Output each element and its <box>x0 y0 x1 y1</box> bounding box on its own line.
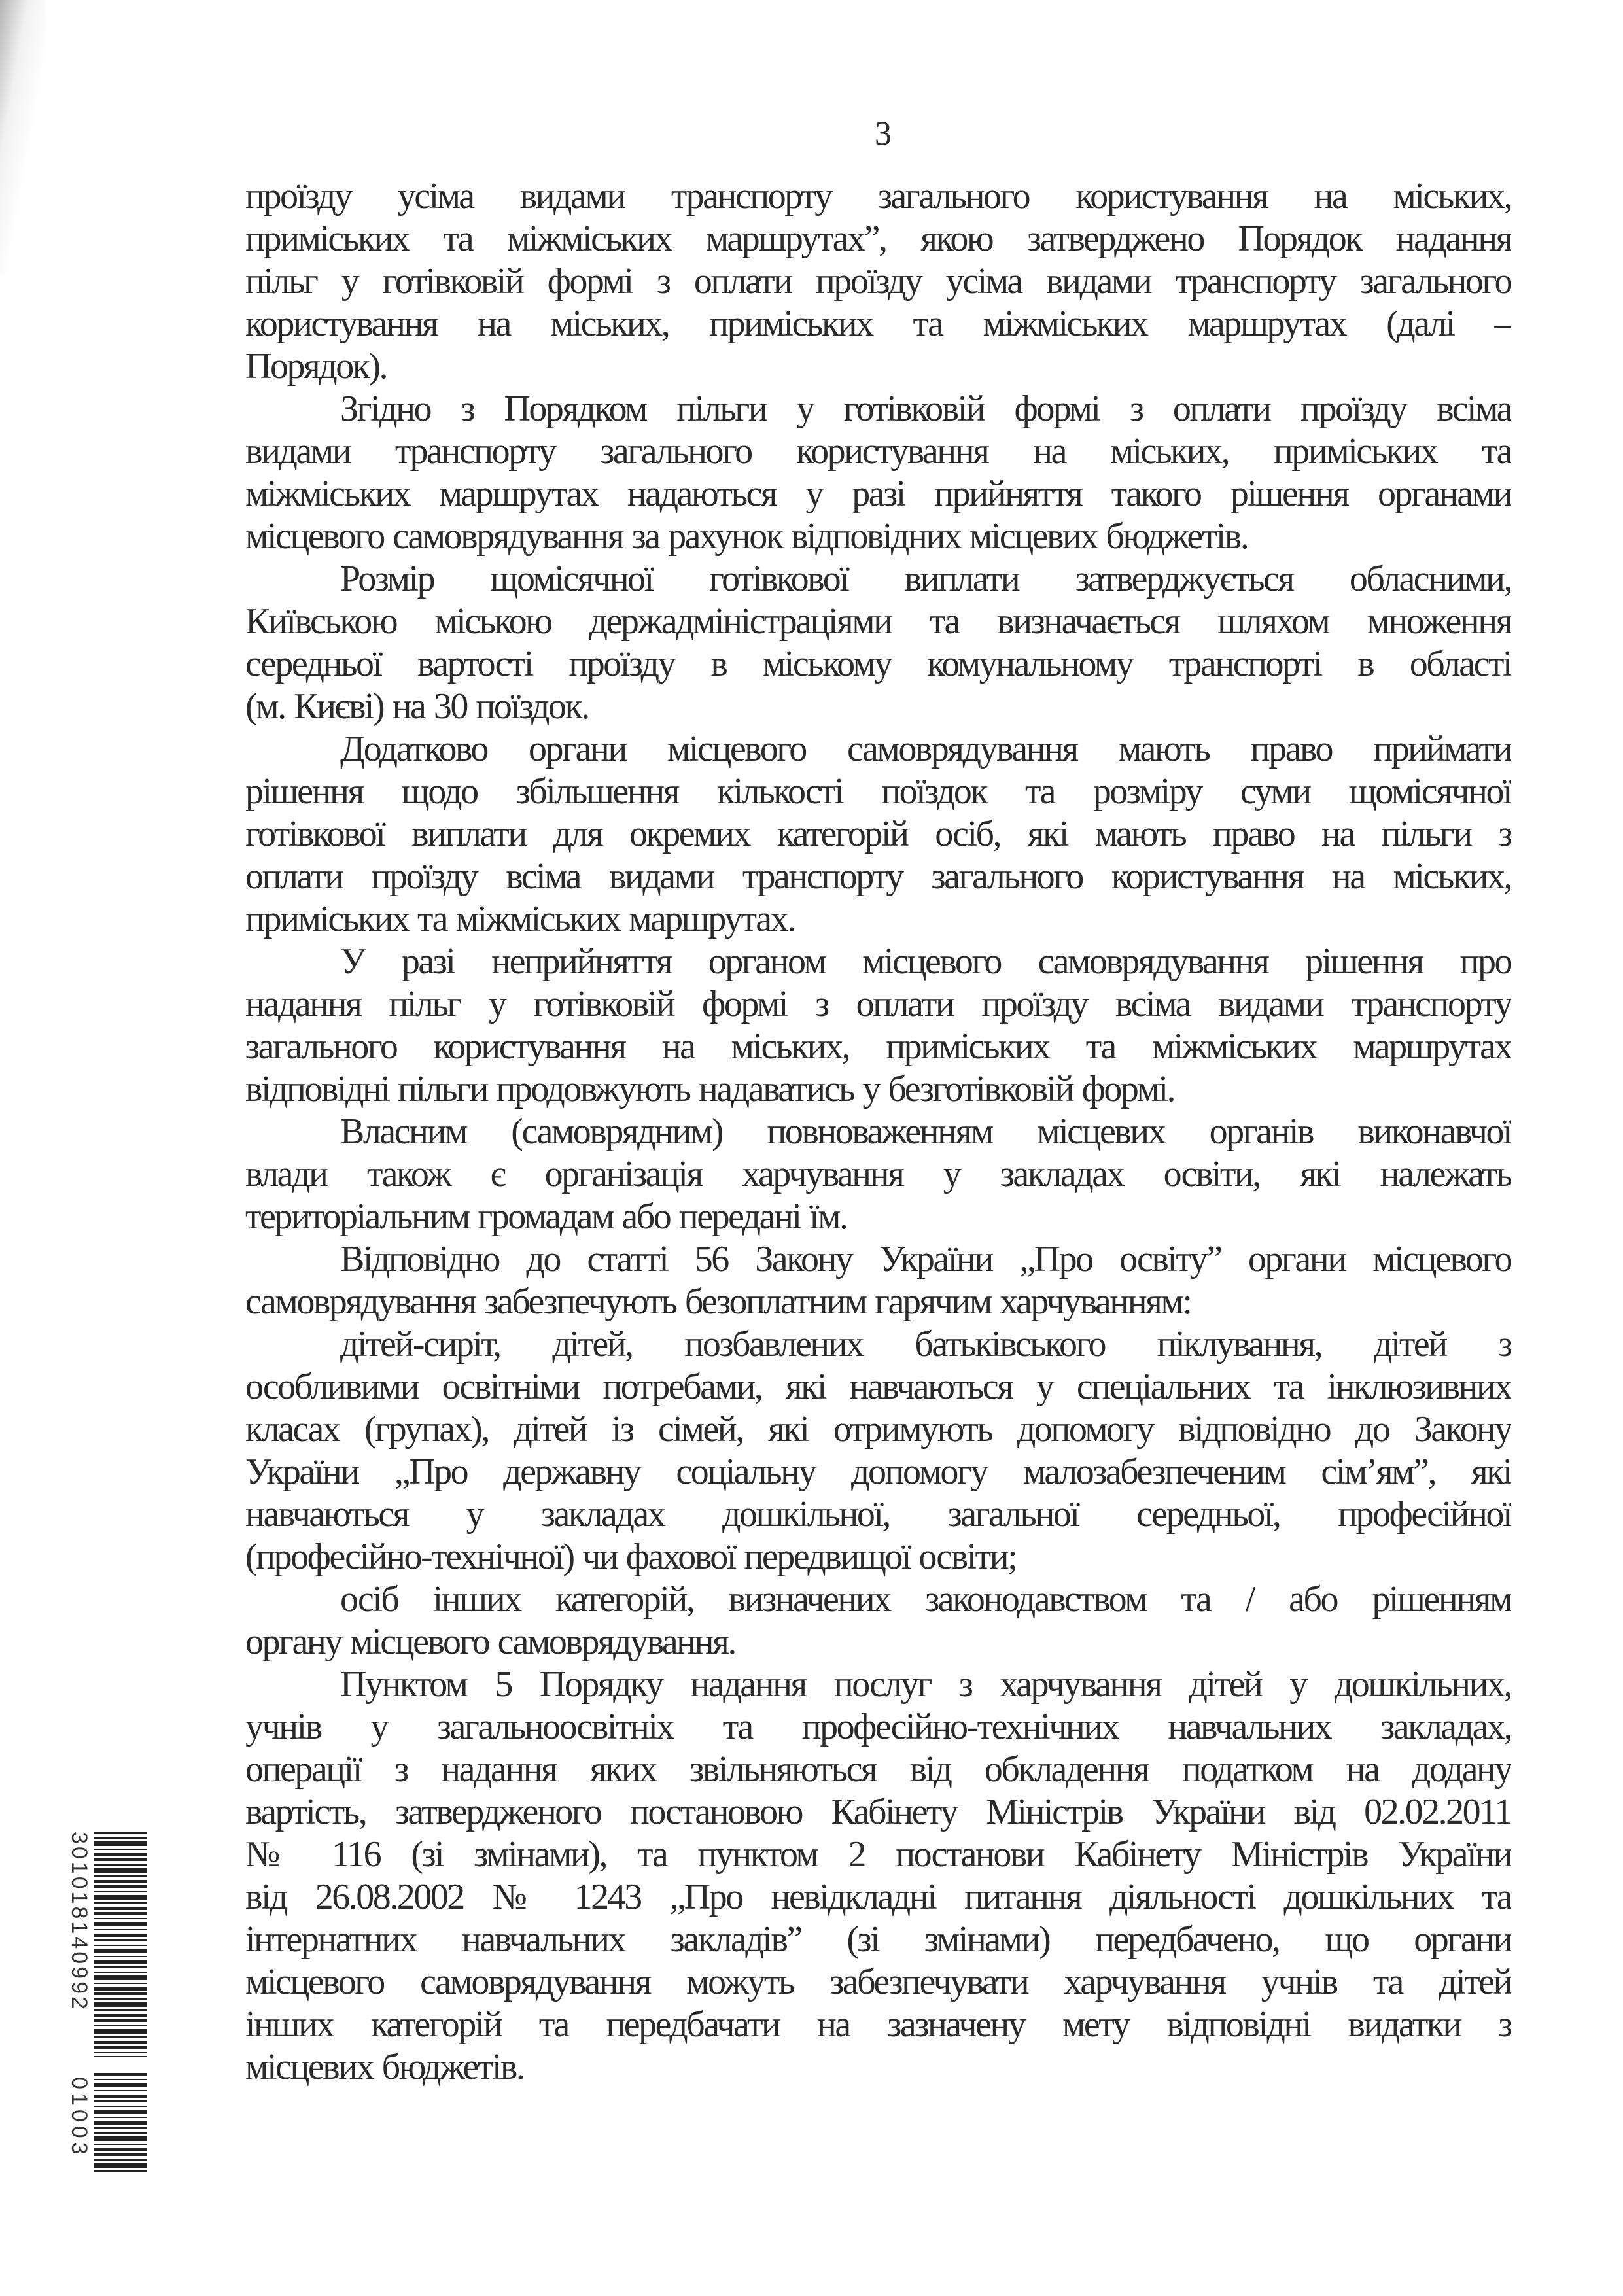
text-line: учнів у загальноосвітніх та професійно-технічних навчальних закладах, <box>245 1707 1511 1747</box>
text-line: готівкової виплати для окремих категорій осіб, які мають право на пільги з <box>245 814 1511 854</box>
barcode <box>63 1832 148 2172</box>
paragraph <box>245 1111 1511 1238</box>
text-line: місцевого самоврядування за рахунок відповідних місцевих бюджетів. <box>245 516 1248 557</box>
text-line: класах (групах), дітей із сімей, які отримують допомогу відповідно до Закону <box>245 1409 1511 1450</box>
paragraph <box>245 728 1511 941</box>
paragraph <box>245 1238 1511 1323</box>
text-line: самоврядування забезпечують безоплатним гарячим харчуванням: <box>245 1281 1191 1322</box>
paragraph <box>245 558 1511 728</box>
text-line: загального користування на міських, приміських та міжміських маршрутах <box>245 1026 1511 1067</box>
text-line: операції з надання яких звільняються від обкладення податком на додану <box>245 1749 1511 1790</box>
text-line: Розмір щомісячної готівкової виплати затверджується обласними, <box>340 559 1511 599</box>
text-line: приміських та міжміських маршрутах”, якою затверджено Порядок надання <box>245 218 1511 259</box>
paragraph <box>245 1578 1511 1663</box>
text-line: користування на міських, приміських та міжміських маршрутах (далі – <box>245 304 1511 344</box>
document-body <box>245 175 1511 2089</box>
paragraph <box>245 388 1511 558</box>
text-line: Власним (самоврядним) повноваженням місцевих органів виконавчої <box>340 1111 1511 1152</box>
text-line: влади також є організація харчування у закладах освіти, які належать <box>245 1154 1511 1194</box>
text-line: України „Про державну соціальну допомогу малозабезпеченим сім’ям”, які <box>245 1452 1511 1492</box>
text-line: У разі неприйняття органом місцевого самоврядування рішення про <box>340 941 1511 982</box>
text-line: проїзду усіма видами транспорту загального користування на міських, <box>245 176 1511 217</box>
text-line: Київською міською держадміністраціями та визначається шляхом множення <box>245 601 1511 642</box>
text-line: приміських та міжміських маршрутах. <box>245 899 795 939</box>
text-line: надання пільг у готівковій формі з оплати проїзду всіма видами транспорту <box>245 984 1511 1024</box>
text-line: Порядок). <box>245 346 387 387</box>
text-line: Згідно з Порядком пільги у готівковій формі з оплати проїзду всіма <box>340 389 1511 429</box>
text-line: територіальним громадам або передані їм. <box>245 1196 847 1237</box>
text-line: вартість, затвердженого постановою Кабінету Міністрів України від 02.02.2011 <box>245 1792 1511 1832</box>
text-line: місцевого самоврядування можуть забезпечувати харчування учнів та дітей <box>245 1962 1511 2002</box>
barcode-number: 301018140992 <box>67 1832 92 2011</box>
text-line: Відповідно до статті 56 Закону України „Про освіту” органи місцевого <box>340 1239 1511 1279</box>
text-line: оплати проїзду всіма видами транспорту загального користування на міських, <box>245 856 1511 897</box>
text-line: дітей-сиріт, дітей, позбавлених батьківського піклування, дітей з <box>340 1324 1511 1365</box>
text-line: Додатково органи місцевого самоврядування мають право приймати <box>340 729 1511 769</box>
text-line: інтернатних навчальних закладів” (зі змінами) передбачено, що органи <box>245 1919 1511 1960</box>
page-number: 3 <box>875 115 892 152</box>
text-line: місцевих бюджетів. <box>245 2047 524 2087</box>
scan-edge-shadow <box>0 0 46 275</box>
paragraph <box>245 941 1511 1111</box>
text-line: Пунктом 5 Порядку надання послуг з харчування дітей у дошкільних, <box>340 1664 1511 1705</box>
barcode-number-suffix: 01003 <box>67 2077 92 2159</box>
text-line: (м. Києві) на 30 поїздок. <box>245 686 589 727</box>
text-line: від 26.08.2002 № 1243 „Про невідкладні питання діяльності дошкільних та <box>245 1877 1511 1917</box>
text-line: інших категорій та передбачати на зазначену мету відповідні видатки з <box>245 2004 1511 2045</box>
barcode-bars <box>94 1832 147 2172</box>
text-line: відповідні пільги продовжують надаватись у безготівковій формі. <box>245 1069 1175 1109</box>
text-line: середньої вартості проїзду в міському комунальному транспорті в області <box>245 644 1511 684</box>
text-line: осіб інших категорій, визначених законодавством та / або рішенням <box>340 1579 1511 1620</box>
text-line: міжміських маршрутах надаються у разі прийняття такого рішення органами <box>245 474 1511 514</box>
paragraph <box>245 1663 1511 2089</box>
text-line: (професійно-технічної) чи фахової передвищої освіти; <box>245 1537 1017 1577</box>
text-line: особливими освітніми потребами, які навчаються у спеціальних та інклюзивних <box>245 1366 1511 1407</box>
text-line: рішення щодо збільшення кількості поїздок та розміру суми щомісячної <box>245 771 1511 812</box>
text-line: видами транспорту загального користування на міських, приміських та <box>245 431 1511 472</box>
paragraph <box>245 175 1511 388</box>
text-line: № 116 (зі змінами), та пунктом 2 постанови Кабінету Міністрів України <box>245 1834 1511 1875</box>
paragraph <box>245 1323 1511 1578</box>
text-line: пільг у готівковій формі з оплати проїзду усіма видами транспорту загального <box>245 261 1511 302</box>
text-line: органу місцевого самоврядування. <box>245 1622 735 1662</box>
text-line: навчаються у закладах дошкільної, загальної середньої, професійної <box>245 1494 1511 1535</box>
